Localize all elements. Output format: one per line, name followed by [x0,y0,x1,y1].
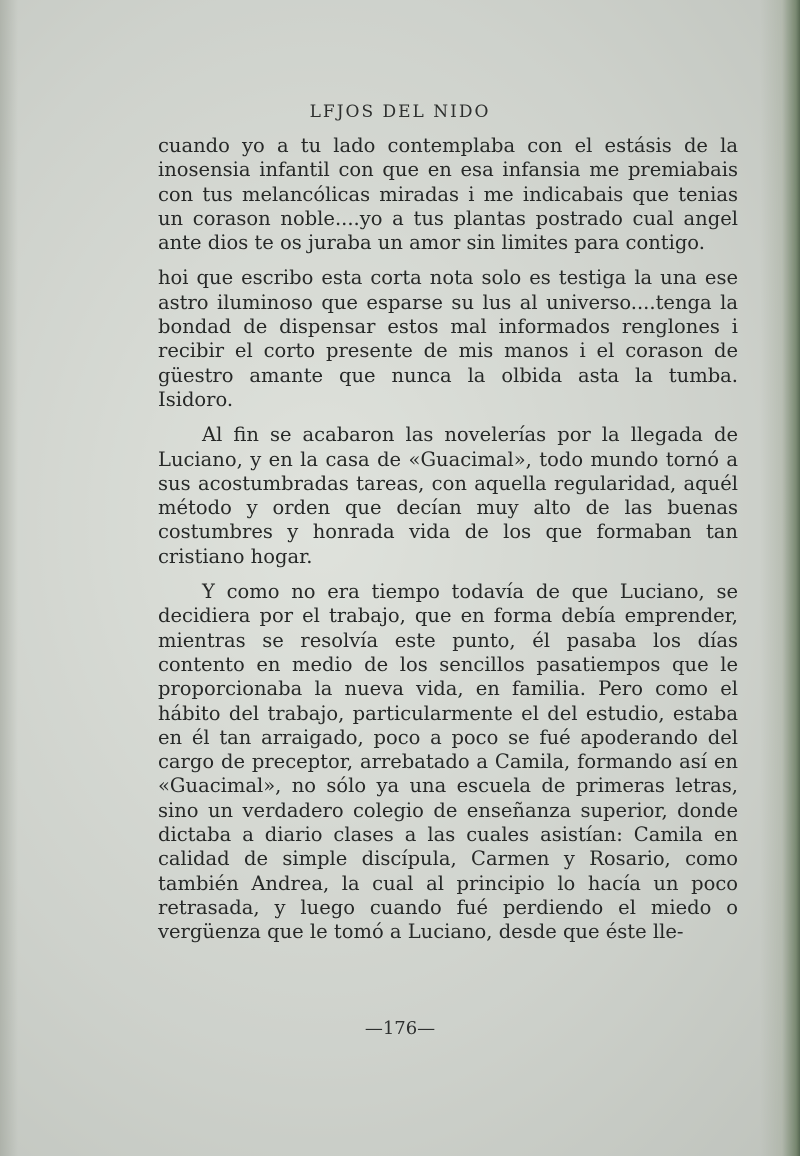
paragraph-narrative-1: Al fin se acabaron las novelerías por la llegada de Luciano, y en la casa de «Guacimal», todo mundo tornó a sus acostumbradas tareas, con aquella regularidad, aquél método y orden que decían muy alto de las buenas costumbres y honrada vida de los que formaban tan cristiano hogar. [158,423,738,568]
running-title: LFJOS DEL NIDO [309,102,491,122]
page-right-edge-stain [760,0,800,1156]
page-left-shadow [0,0,18,1156]
paragraph-narrative-2: Y como no era tiempo todavía de que Luciano, se decidiera por el trabajo, que en forma debía emprender, mientras se resolvía este punto, él pasaba los días contento en medio de los sencillos pasatiempos que le proporcionaba la nueva vida, en familia. Pero como el hábito del trabajo, particularmente el del estudio, estaba en él tan arraigado, poco a poco se fué apoderando del cargo de preceptor, arrebatado a Camila, formando así en «Guacimal», no sólo ya una escuela de primeras letras, sino un verdadero colegio de enseñanza superior, donde dictaba a diario clases a las cuales asistían: Camila en calidad de simple discípula, Carmen y Rosario, como también Andrea, la cual al principio lo hacía un poco retrasada, y luego cuando fué perdiendo el miedo o vergüenza que le tomó a Luciano, desde que éste lle- [158,580,738,944]
page-number: —176— [364,1018,436,1039]
paragraph-letter-continuation: cuando yo a tu lado contemplaba con el estásis de la inosensia infantil con que en esa infansia me premiabais con tus melancólicas miradas i me indicabais que tenias un corason noble....yo a tus plantas postrado cual angel ante dios te os juraba un amor sin limites para contigo. [158,134,738,255]
page-body [158,134,738,945]
paragraph-letter-closing: hoi que escribo esta corta nota solo es testiga la una ese astro iluminoso que esparse su lus al universo....tenga la bondad de dispensar estos mal informados renglones i recibir el corto presente de mis manos i el corason de güestro amante que nunca la olbida asta la tumba. Isidoro. [158,266,738,411]
